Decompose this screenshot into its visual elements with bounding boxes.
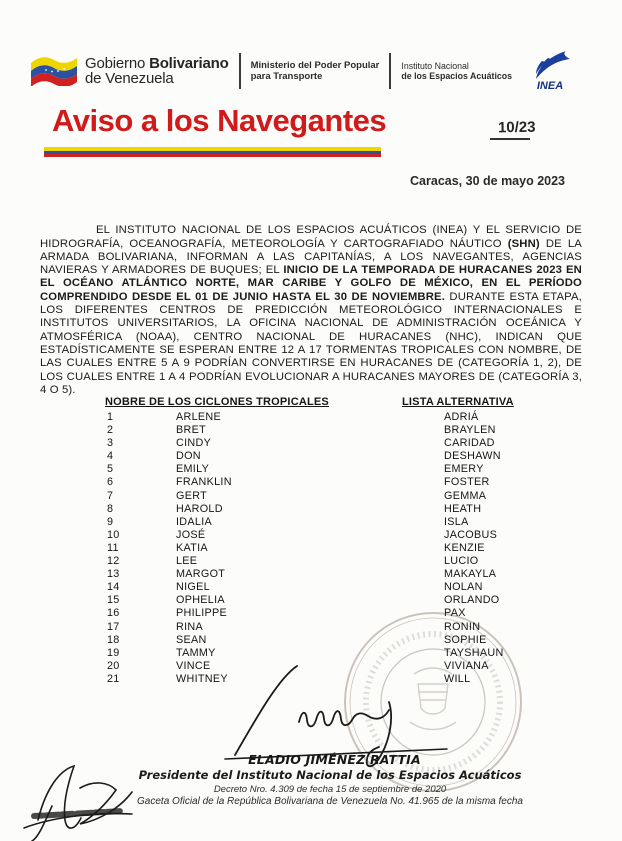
cyclone-number: 17: [107, 620, 120, 633]
alternative-name: PAX: [444, 607, 466, 620]
brand-bold: Bolivariano: [149, 55, 229, 72]
body-seg2-bold: (SHN): [507, 237, 540, 250]
tricolor-rule: [44, 147, 381, 157]
ministry-line2: para Transporte: [250, 71, 323, 82]
cyclone-number: 18: [107, 633, 120, 646]
cyclone-name: FRANKLIN: [176, 476, 232, 489]
cyclone-number: 9: [107, 515, 114, 528]
cyclone-number: 20: [107, 659, 120, 672]
alternative-name: DESHAWN: [444, 450, 501, 463]
alternative-name: FOSTER: [444, 476, 490, 489]
alternative-name: JACOBUS: [444, 528, 498, 541]
institute-line2: de los Espacios Acuáticos: [401, 71, 513, 81]
cyclone-number: 5: [107, 463, 114, 476]
table-row: [0, 607, 622, 620]
cyclone-name: BRET: [176, 424, 206, 437]
cyclone-number: 19: [107, 646, 120, 659]
body-seg5: DURANTE ESTA ETAPA, LOS DIFERENTES CENTROS DE PREDICCIÓN METEOROLÓGICO INTERNACIONALES E INSTITUTOS UNIVERSITARIOS, LA OFICINA NACIONAL DE ADMINISTRACIÓN OCEÁNICA Y ATMOSFÉRICA (NOAA), CENTRO NACIONAL DE HURACANES (NHC), INDICAN QUE ESTADÍSTICAMENTE SE ESPERAN ENTRE 12 A 17 TORMENTAS TROPICALES CON NOMBRE, DE LAS CUALES ENTRE 5 A 9 PODRÍAN CONVERTIRSE EN HURACANES DE (CATEGORÍA 1, 2), DE LOS CUALES ENTRE 1 A 4 PODRÍAN EVOLUCIONAR A HURACANES MAYORES DE (CATEGORÍA 3, 4 O 5).: [40, 290, 582, 396]
alternative-name: ISLA: [444, 515, 469, 528]
table-row: [0, 437, 622, 450]
aviso-number-underline: [490, 138, 530, 140]
cyclone-number: 2: [107, 424, 114, 437]
cyclone-name: IDALIA: [176, 515, 213, 528]
government-brand: [85, 56, 229, 86]
alternative-name: GEMMA: [444, 489, 487, 502]
alternative-name: EMERY: [444, 463, 484, 476]
alternative-name: SOPHIE: [444, 633, 487, 646]
cyclone-name: HAROLD: [176, 502, 223, 515]
page-title: Aviso a los Navegantes: [52, 103, 387, 138]
cyclone-name: PHILIPPE: [176, 607, 228, 620]
cyclone-number: 14: [107, 581, 120, 594]
cyclone-number: 7: [107, 489, 114, 502]
venezuela-flag-icon: [30, 56, 78, 86]
inea-logo-text: INEA: [536, 80, 564, 92]
signer-name: ELADIO JIMÉNEZ RATTIA: [248, 752, 421, 767]
cyclone-name: OPHELIA: [176, 594, 225, 607]
letterhead: [30, 44, 608, 98]
dateline: Caracas, 30 de mayo 2023: [410, 174, 565, 188]
table-row: [0, 411, 622, 424]
table-row: [0, 490, 622, 503]
brand-regular: Gobierno: [85, 55, 150, 72]
decree-reference: Decreto Nro. 4.309 de fecha 15 de septiembre de 2020: [213, 784, 447, 795]
cyclone-name: LEE: [176, 555, 198, 568]
alternative-name: VIVIANA: [444, 659, 489, 672]
table-row: [0, 476, 622, 489]
table-row: [0, 463, 622, 476]
gazette-reference: Gaceta Oficial de la República Bolivariana de Venezuela No. 41.965 de la misma fecha: [137, 796, 523, 807]
cyclone-name: EMILY: [176, 463, 210, 476]
table-row: [0, 647, 622, 660]
alternative-name: WILL: [444, 672, 471, 685]
cyclone-number: 13: [107, 568, 120, 581]
cyclone-name: WHITNEY: [176, 672, 228, 685]
cyclone-name: SEAN: [176, 633, 207, 646]
alternative-name: HEATH: [444, 502, 482, 515]
signer-title: Presidente del Instituto Nacional de los Espacios Acuáticos: [138, 768, 522, 782]
ministry-name: [251, 60, 380, 82]
inea-logo-icon: [526, 49, 580, 93]
cyclone-number: 8: [107, 502, 114, 515]
table-row: [0, 542, 622, 555]
alternative-name: ORLANDO: [444, 594, 500, 607]
cyclone-number: 10: [107, 528, 120, 541]
ministry-line1: Ministerio del Poder Popular: [250, 60, 380, 71]
alternative-name: TAYSHAUN: [444, 646, 504, 659]
header-divider: [239, 53, 241, 89]
cyclone-number: 3: [107, 437, 114, 450]
alternative-name: ADRIÁ: [444, 411, 479, 423]
alternative-name: RONIN: [444, 620, 481, 633]
cyclone-name: DON: [176, 450, 201, 463]
table-row: [0, 568, 622, 581]
body-seg4-bold: INICIO DE LA TEMPORADA DE HURACANES 2023 EN EL OCÉANO ATLÁNTICO NORTE, MAR CARIBE Y GOLFO DE MÉXICO, EN EL PERÍODO COMPRENDIDO DESDE EL 01 DE JUNIO HASTA EL 30 DE NOVIEMBRE.: [40, 264, 582, 303]
cyclone-number: 16: [107, 607, 120, 620]
cyclone-number: 15: [107, 594, 120, 607]
table-row: [0, 555, 622, 568]
institute-line1: Instituto Nacional: [401, 60, 469, 71]
aviso-number: 10/23: [497, 118, 536, 137]
cyclone-rows: [0, 411, 622, 686]
cyclone-name: NIGEL: [176, 581, 210, 594]
cyclone-name: TAMMY: [176, 646, 216, 659]
cyclone-name: ARLENE: [176, 411, 222, 423]
column-header-alternativa: LISTA ALTERNATIVA: [402, 396, 514, 408]
body-seg3: DE LA ARMADA BOLIVARIANA, INFORMAN A LAS CAPITANÍAS, A LOS NAVEGANTES, AGENCIAS NAVIERAS Y ARMADORES DE BUQUES; EL: [40, 237, 582, 277]
body-seg1: EL INSTITUTO NACIONAL DE LOS ESPACIOS ACUÁTICOS (INEA) Y EL SERVICIO DE HIDROGRAFÍA, OCEANOGRAFÍA, METEOROLOGÍA Y CARTOGRAFIADO NÁUTICO: [40, 224, 582, 250]
cyclone-name: CINDY: [176, 437, 212, 450]
table-row: [0, 529, 622, 542]
header-divider: [389, 53, 391, 89]
institute-name: [401, 61, 512, 82]
table-row: [0, 424, 622, 437]
alternative-name: NOLAN: [444, 581, 483, 594]
cyclone-name: JOSÉ: [176, 528, 206, 541]
alternative-name: BRAYLEN: [444, 424, 496, 437]
cyclone-name: MARGOT: [176, 568, 226, 581]
table-row: [0, 581, 622, 594]
cyclone-name: VINCE: [176, 659, 211, 672]
alternative-name: KENZIE: [444, 541, 485, 554]
table-row: [0, 594, 622, 607]
cyclone-number: 6: [107, 476, 114, 489]
cyclone-number: 12: [107, 555, 120, 568]
brand-line2: de Venezuela: [85, 70, 174, 87]
cyclone-name: GERT: [176, 489, 207, 502]
table-row: [0, 634, 622, 647]
cyclone-number: 4: [107, 450, 114, 463]
cyclone-number: 21: [107, 672, 120, 685]
alternative-name: MAKAYLA: [444, 568, 497, 581]
table-row: [0, 516, 622, 529]
alternative-name: CARIDAD: [444, 437, 495, 450]
cyclone-number: 11: [107, 541, 119, 554]
table-row: [0, 503, 622, 516]
column-header-ciclones: NOBRE DE LOS CICLONES TROPICALES: [105, 396, 329, 408]
table-row: [0, 450, 622, 463]
cyclone-name: RINA: [176, 620, 203, 633]
alternative-name: LUCIO: [444, 555, 479, 568]
table-row: [0, 621, 622, 634]
cyclone-name: KATIA: [176, 541, 208, 554]
cyclone-number: 1: [107, 411, 114, 423]
notice-body: [40, 224, 582, 397]
